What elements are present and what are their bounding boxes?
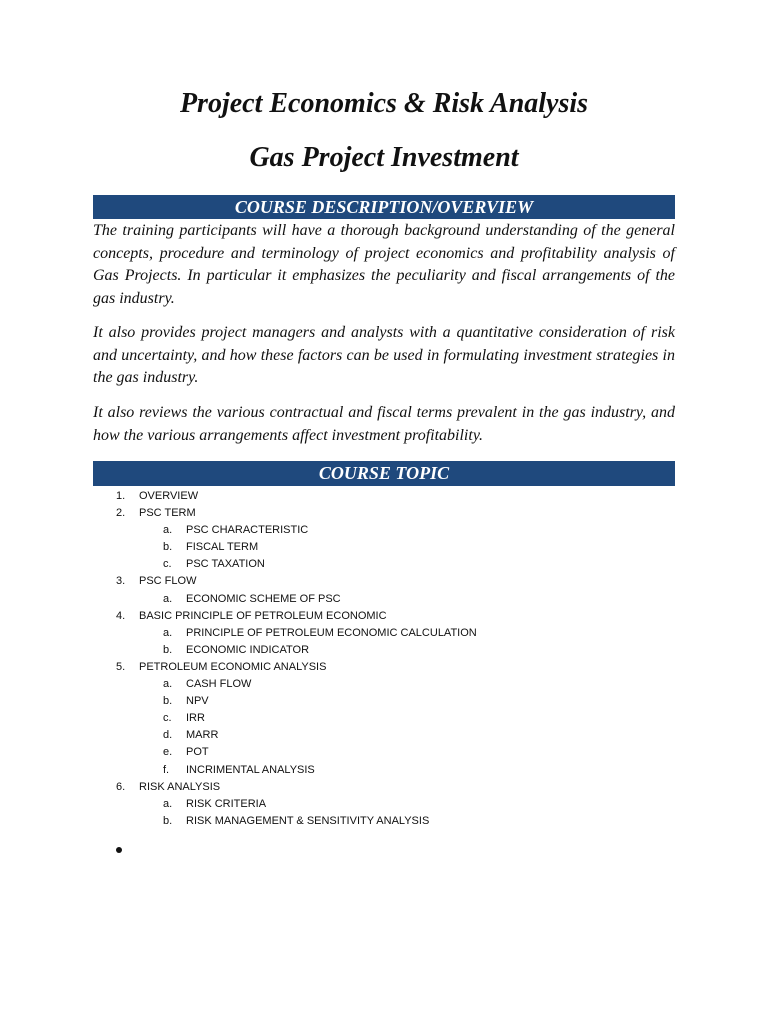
subtopic-item (0, 710, 768, 727)
topic-item (0, 608, 768, 625)
subtopic-letter: a. (163, 592, 173, 605)
subtopic-label: ECONOMIC INDICATOR (186, 643, 310, 656)
subtopic-label: NPV (186, 695, 209, 708)
subtopic-item (0, 625, 768, 642)
topic-number: 1. (116, 490, 126, 502)
subtopic-item (0, 591, 768, 608)
subtopic-letter: e. (163, 746, 173, 759)
topic-item (0, 659, 768, 676)
topic-number: 5. (116, 660, 126, 673)
subtopic-item (0, 642, 768, 659)
subtopic-item (0, 522, 768, 539)
subtopic-item (0, 796, 768, 813)
subtopic-label: RISK MANAGEMENT & SENSITIVITY ANALYSIS (186, 814, 430, 827)
subtopic-letter: f. (163, 763, 170, 776)
course-description-heading: COURSE DESCRIPTION/OVERVIEW (93, 195, 675, 219)
subtopic-item (0, 556, 768, 573)
course-topic-list (0, 488, 768, 830)
subtopic-letter: c. (163, 558, 172, 571)
subtopic-item (0, 727, 768, 744)
subtopic-letter: c. (163, 712, 172, 725)
subtopic-label: CASH FLOW (186, 678, 252, 691)
subtopic-letter: b. (163, 541, 173, 554)
topic-item (0, 779, 768, 796)
subtopic-item (0, 813, 768, 830)
subtopic-letter: b. (163, 814, 173, 827)
subtopic-label: INCRIMENTAL ANALYSIS (186, 763, 315, 776)
subtopic-letter: b. (163, 643, 173, 656)
subtopic-label: PSC CHARACTERISTIC (186, 524, 309, 537)
description-paragraph-2: It also provides project managers and analysts with a quantitative consideration of risk and uncertainty, and how these factors can be used in formulating investment strategies in the gas industry. (93, 324, 675, 387)
subtopic-label: ECONOMIC SCHEME OF PSC (186, 592, 341, 605)
subtopic-letter: b. (163, 695, 173, 708)
topic-number: 2. (116, 507, 126, 520)
topic-label: PSC FLOW (139, 575, 197, 588)
topic-item (0, 488, 768, 505)
subtopic-label: RISK CRITERIA (186, 797, 267, 810)
topic-label: BASIC PRINCIPLE OF PETROLEUM ECONOMIC (139, 609, 387, 622)
topic-item (0, 505, 768, 522)
document-title: Project Economics & Risk Analysis (179, 88, 589, 119)
description-paragraph-3: It also reviews the various contractual and fiscal terms prevalent in the gas industry, and how the various arrangements affect investment profitability. (93, 404, 675, 444)
subtopic-label: MARR (186, 729, 219, 742)
subtopic-label: FISCAL TERM (186, 541, 259, 554)
subtopic-item (0, 762, 768, 779)
topic-number: 3. (116, 575, 126, 588)
subtopic-label: POT (186, 746, 209, 759)
subtopic-item (0, 539, 768, 556)
description-paragraph-1: The training participants will have a thorough background understanding of the general concepts, procedure and terminology of project economics and profitability analysis of Gas Projects. In particular it emphasizes the peculiarity and fiscal arrangements of the gas industry. (93, 222, 675, 307)
subtopic-letter: a. (163, 626, 173, 639)
topic-label: PETROLEUM ECONOMIC ANALYSIS (139, 660, 327, 673)
topic-number: 6. (116, 780, 126, 793)
topic-label: PSC TERM (139, 507, 196, 520)
topic-label: RISK ANALYSIS (139, 780, 221, 793)
subtopic-letter: a. (163, 797, 173, 810)
topic-number: 4. (116, 609, 126, 622)
subtopic-letter: a. (163, 678, 173, 691)
empty-bullet-point (116, 847, 122, 853)
topic-item (0, 573, 768, 590)
subtopic-label: PRINCIPLE OF PETROLEUM ECONOMIC CALCULATION (186, 626, 477, 639)
subtopic-letter: a. (163, 524, 173, 537)
subtopic-item (0, 693, 768, 710)
subtopic-label: PSC TAXATION (186, 558, 265, 571)
topic-label: OVERVIEW (139, 490, 199, 502)
subtopic-letter: d. (163, 729, 173, 742)
subtopic-item (0, 744, 768, 761)
course-topic-heading: COURSE TOPIC (93, 461, 675, 486)
subtopic-item (0, 676, 768, 693)
subtopic-label: IRR (186, 712, 205, 725)
document-subtitle: Gas Project Investment (249, 142, 519, 173)
